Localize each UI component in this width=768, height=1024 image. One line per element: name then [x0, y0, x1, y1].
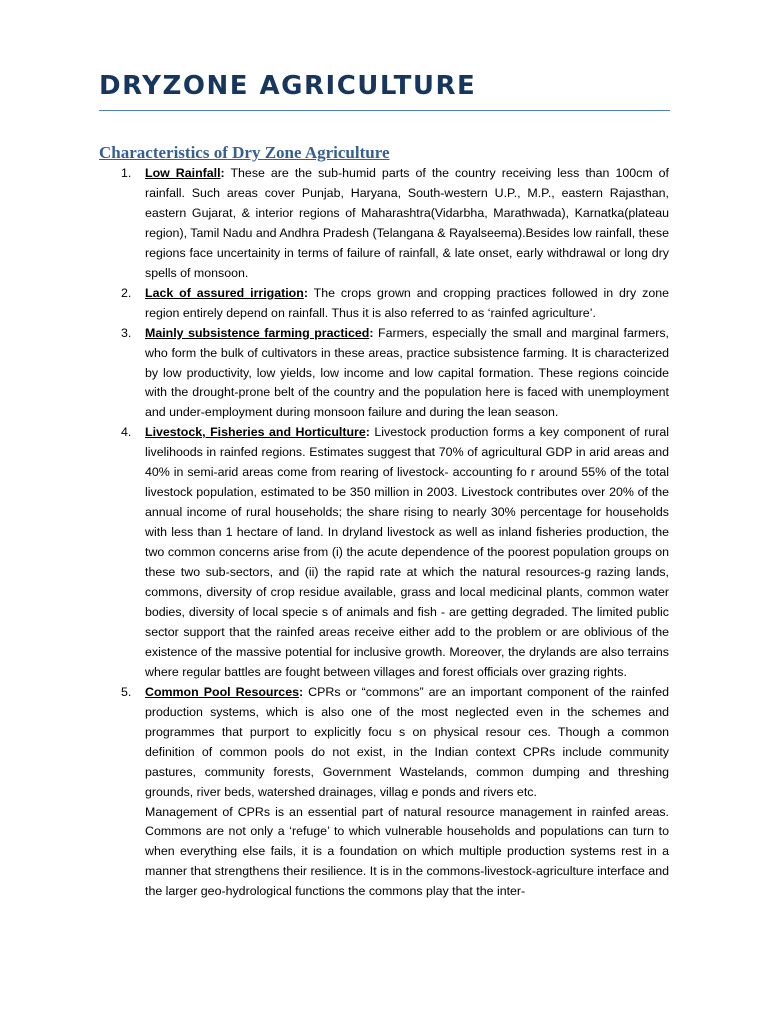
item-body: CPRs or “commons” are an important component of the rainfed production systems, which is also one of the most neglected even in the schemes and programmes that purport to explicitly focu s on physical resour ces. Though a common definition of common pools do not exist, in the Indian context CPRs include community pastures, community forests, Government Wastelands, common dumping and threshing grounds, river beds, watershed drainages, villag e ponds and rivers etc. — [145, 684, 669, 799]
list-item — [121, 423, 669, 682]
item-number: 2. — [121, 285, 132, 300]
list-item — [121, 164, 669, 284]
item-colon: : — [303, 285, 308, 300]
item-number: 3. — [121, 325, 132, 340]
item-number: 1. — [121, 166, 132, 180]
item-heading: Low Rainfall — [145, 166, 221, 180]
item-number: 4. — [121, 425, 132, 440]
item-heading: Common Pool Resources — [145, 684, 299, 699]
item-heading: Lack of assured irrigation — [145, 285, 304, 300]
list-item — [121, 284, 669, 324]
item-heading: Mainly subsistence farming practiced — [145, 325, 370, 340]
item-heading: Livestock, Fisheries and Horticulture — [145, 425, 366, 440]
item-colon: : — [298, 684, 304, 699]
item-body: Livestock production forms a key component of rural livelihoods in rainfed regions. Estimates suggest that 70% of agricultural GDP in arid areas and 40% in semi-arid areas come from rearing of livestock- accounting fo r around 55% of the total livestock population, estimated to be 350 million in 2003. Livestock contributes over 20% of the annual income of rural households; the share rising to nearly 30% percentage for households with less than 1 hectare of land. In dryland livestock as well as inland fisheries production, the two common concerns arise from (i) the acute dependence of the poorest population groups on these two sub-sectors, and (ii) the rapid rate at which the natural resources-g razing lands, commons, diversity of crop residue available, grass and local medicinal plants, common water bodies, diversity of local specie s of animals and fish - are getting degraded. The limited public sector support that the rainfed areas receive either add to the problem or are oblivious of the existence of the massive potential for inclusive growth. Moreover, the drylands are also terrains where regular battles are fought between villages and forest officials over grazing rights. — [145, 425, 669, 679]
continuation-paragraph: Management of CPRs is an essential part of natural resource management in rainfed areas. Commons are not only a ‘refuge’ to which vulnerable households and populations can turn to when everything else fails, it is a foundation on which multiple production systems rest in a manner that strengthens their resilience. It is in the commons-livestock-agriculture interface and the larger geo-hydrological functions the commons play that the inter- — [145, 804, 669, 899]
item-body: Farmers, especially the small and marginal farmers, who form the bulk of cultivators in these areas, practice subsistence farming. It is characterized by low productivity, low yields, low income and low capital formation. These regions coincide with the drought-prone belt of the country and the population here is faced with unemployment and under-employment during monsoon failure and during the lean season. — [145, 325, 669, 420]
characteristics-list — [121, 164, 669, 902]
item-body: The crops grown and cropping practices followed in dry zone region entirely depend on rainfall. Thus it is also referred to as ‘rainfed agriculture’. — [145, 285, 669, 320]
section-subtitle: Characteristics of Dry Zone Agriculture — [99, 143, 390, 162]
document-title: DRYZONE AGRICULTURE — [99, 71, 477, 101]
item-colon: : — [365, 425, 370, 440]
item-number: 5. — [121, 684, 132, 699]
list-item — [121, 683, 669, 803]
item-colon: : — [369, 325, 374, 340]
title-divider — [99, 110, 670, 111]
list-item — [121, 324, 669, 424]
item-body: These are the sub-humid parts of the country receiving less than 100cm of rainfall. Such areas cover Punjab, Haryana, South-western U.P., M.P., eastern Rajasthan, eastern Gujarat, & interior regions of Maharashtra(Vidarbha, Marathwada), Karnatka(plateau region), Tamil Nadu and Andhra Pradesh (Telangana & Rayalseema).Besides low rainfall, these regions face uncertainity in terms of failure of rainfall, & late onset, early withdrawal or long dry spells of monsoon. — [145, 166, 669, 280]
item-colon: : — [220, 166, 225, 180]
